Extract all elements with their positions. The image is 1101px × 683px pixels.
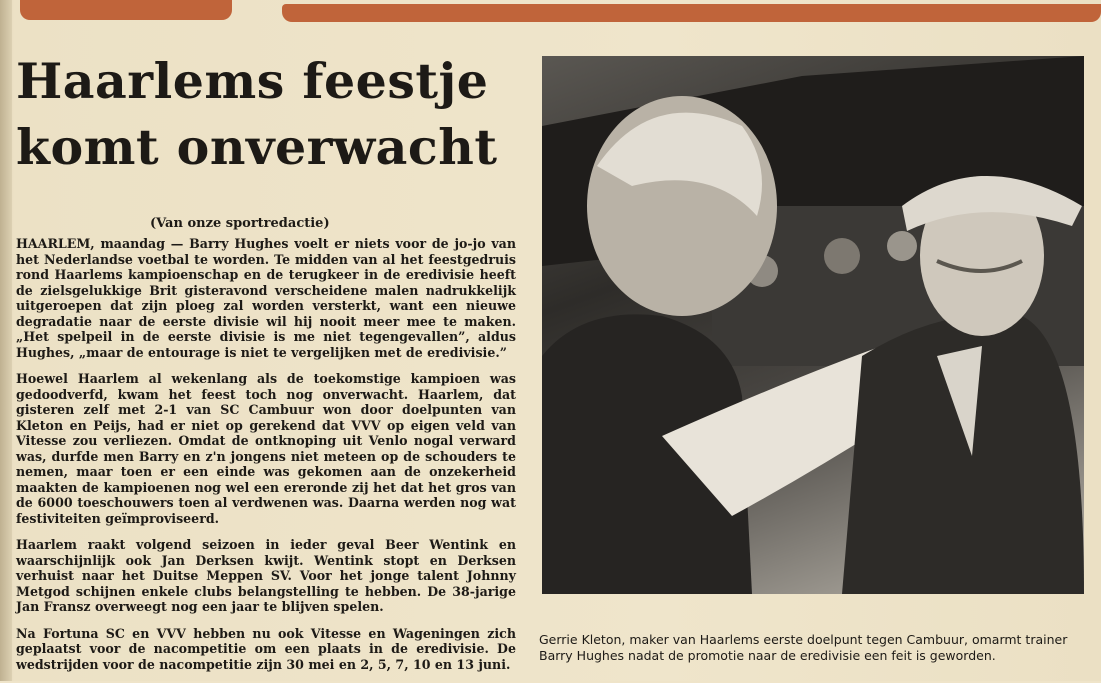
article-paragraph-1: HAARLEM, maandag — Barry Hughes voelt er niets voor de jo-jo van het Nederlandse voetbal te worden. Te midden van al het feestgedruis rond Haarlems kampioenschap en de terugkeer in de eredivisie heeft de zielsgelukkige Brit gisteravond verscheidene malen nadrukkelijk uitgeroepen dat zijn ploeg zal worden versterkt, want een nieuwe degradatie naar de eerste divisie wil hij nooit meer mee te maken. „Het spelpeil in de eerste divisie is me niet tegengevallen”, aldus Hughes, „maar de entourage is niet te vergelijken met de eredivisie.” <box>16 236 516 360</box>
article-paragraph-3: Haarlem raakt volgend seizoen in ieder geval Beer Wentink en waarschijnlijk ook Jan Derksen kwijt. Wentink stopt en Derksen verhuist naar het Duitse Meppen SV. Voor het jonge talent Johnny Metgod schijnen enkele clubs belangstelling te hebben. De 38-jarige Jan Fransz overweegt nog een jaar te blijven spelen. <box>16 537 516 614</box>
article-photo <box>542 56 1084 594</box>
article-paragraph-4: Na Fortuna SC en VVV hebben nu ook Vitesse en Wageningen zich geplaatst voor de nacompetitie om een plaats in de eredivisie. De wedstrijden voor de nacompetitie zijn 30 mei en 2, 5, 7, 10 en 13 juni. <box>16 625 516 672</box>
page-gutter <box>0 0 12 681</box>
photo-illustration <box>542 56 1084 594</box>
article-body <box>16 236 516 683</box>
article-headline <box>16 48 536 180</box>
headline-line-1: Haarlems feestje <box>16 52 489 110</box>
top-rule-right <box>282 4 1101 22</box>
top-rule-left <box>20 0 232 20</box>
article-paragraph-2: Hoewel Haarlem al wekenlang als de toekomstige kampioen was gedoodverfd, kwam het feest toch nog onverwacht. Haarlem, dat gisteren zelf met 2-1 van SC Cambuur won door doelpunten van Kleton en Peijs, had er niet op gerekend dat VVV op eigen veld van Vitesse zou verliezen. Omdat de ontknoping uit Venlo nogal verward was, durfde men Barry en z'n jongens niet meteen op de schouders te nemen, maar toen er een einde was gekomen aan de onzekerheid maakten de kampioenen nog wel een ereronde zij het dat het gros van de 6000 toeschouwers toen al verdwenen was. Daarna werden nog wat festiviteiten geïmproviseerd. <box>16 371 516 526</box>
article-byline: (Van onze sportredactie) <box>150 216 330 231</box>
headline-line-2: komt onverwacht <box>16 118 498 176</box>
photo-caption: Gerrie Kleton, maker van Haarlems eerste doelpunt tegen Cambuur, omarmt trainer Barry Hughes nadat de promotie naar de eredivisie een feit is geworden. <box>539 632 1068 663</box>
